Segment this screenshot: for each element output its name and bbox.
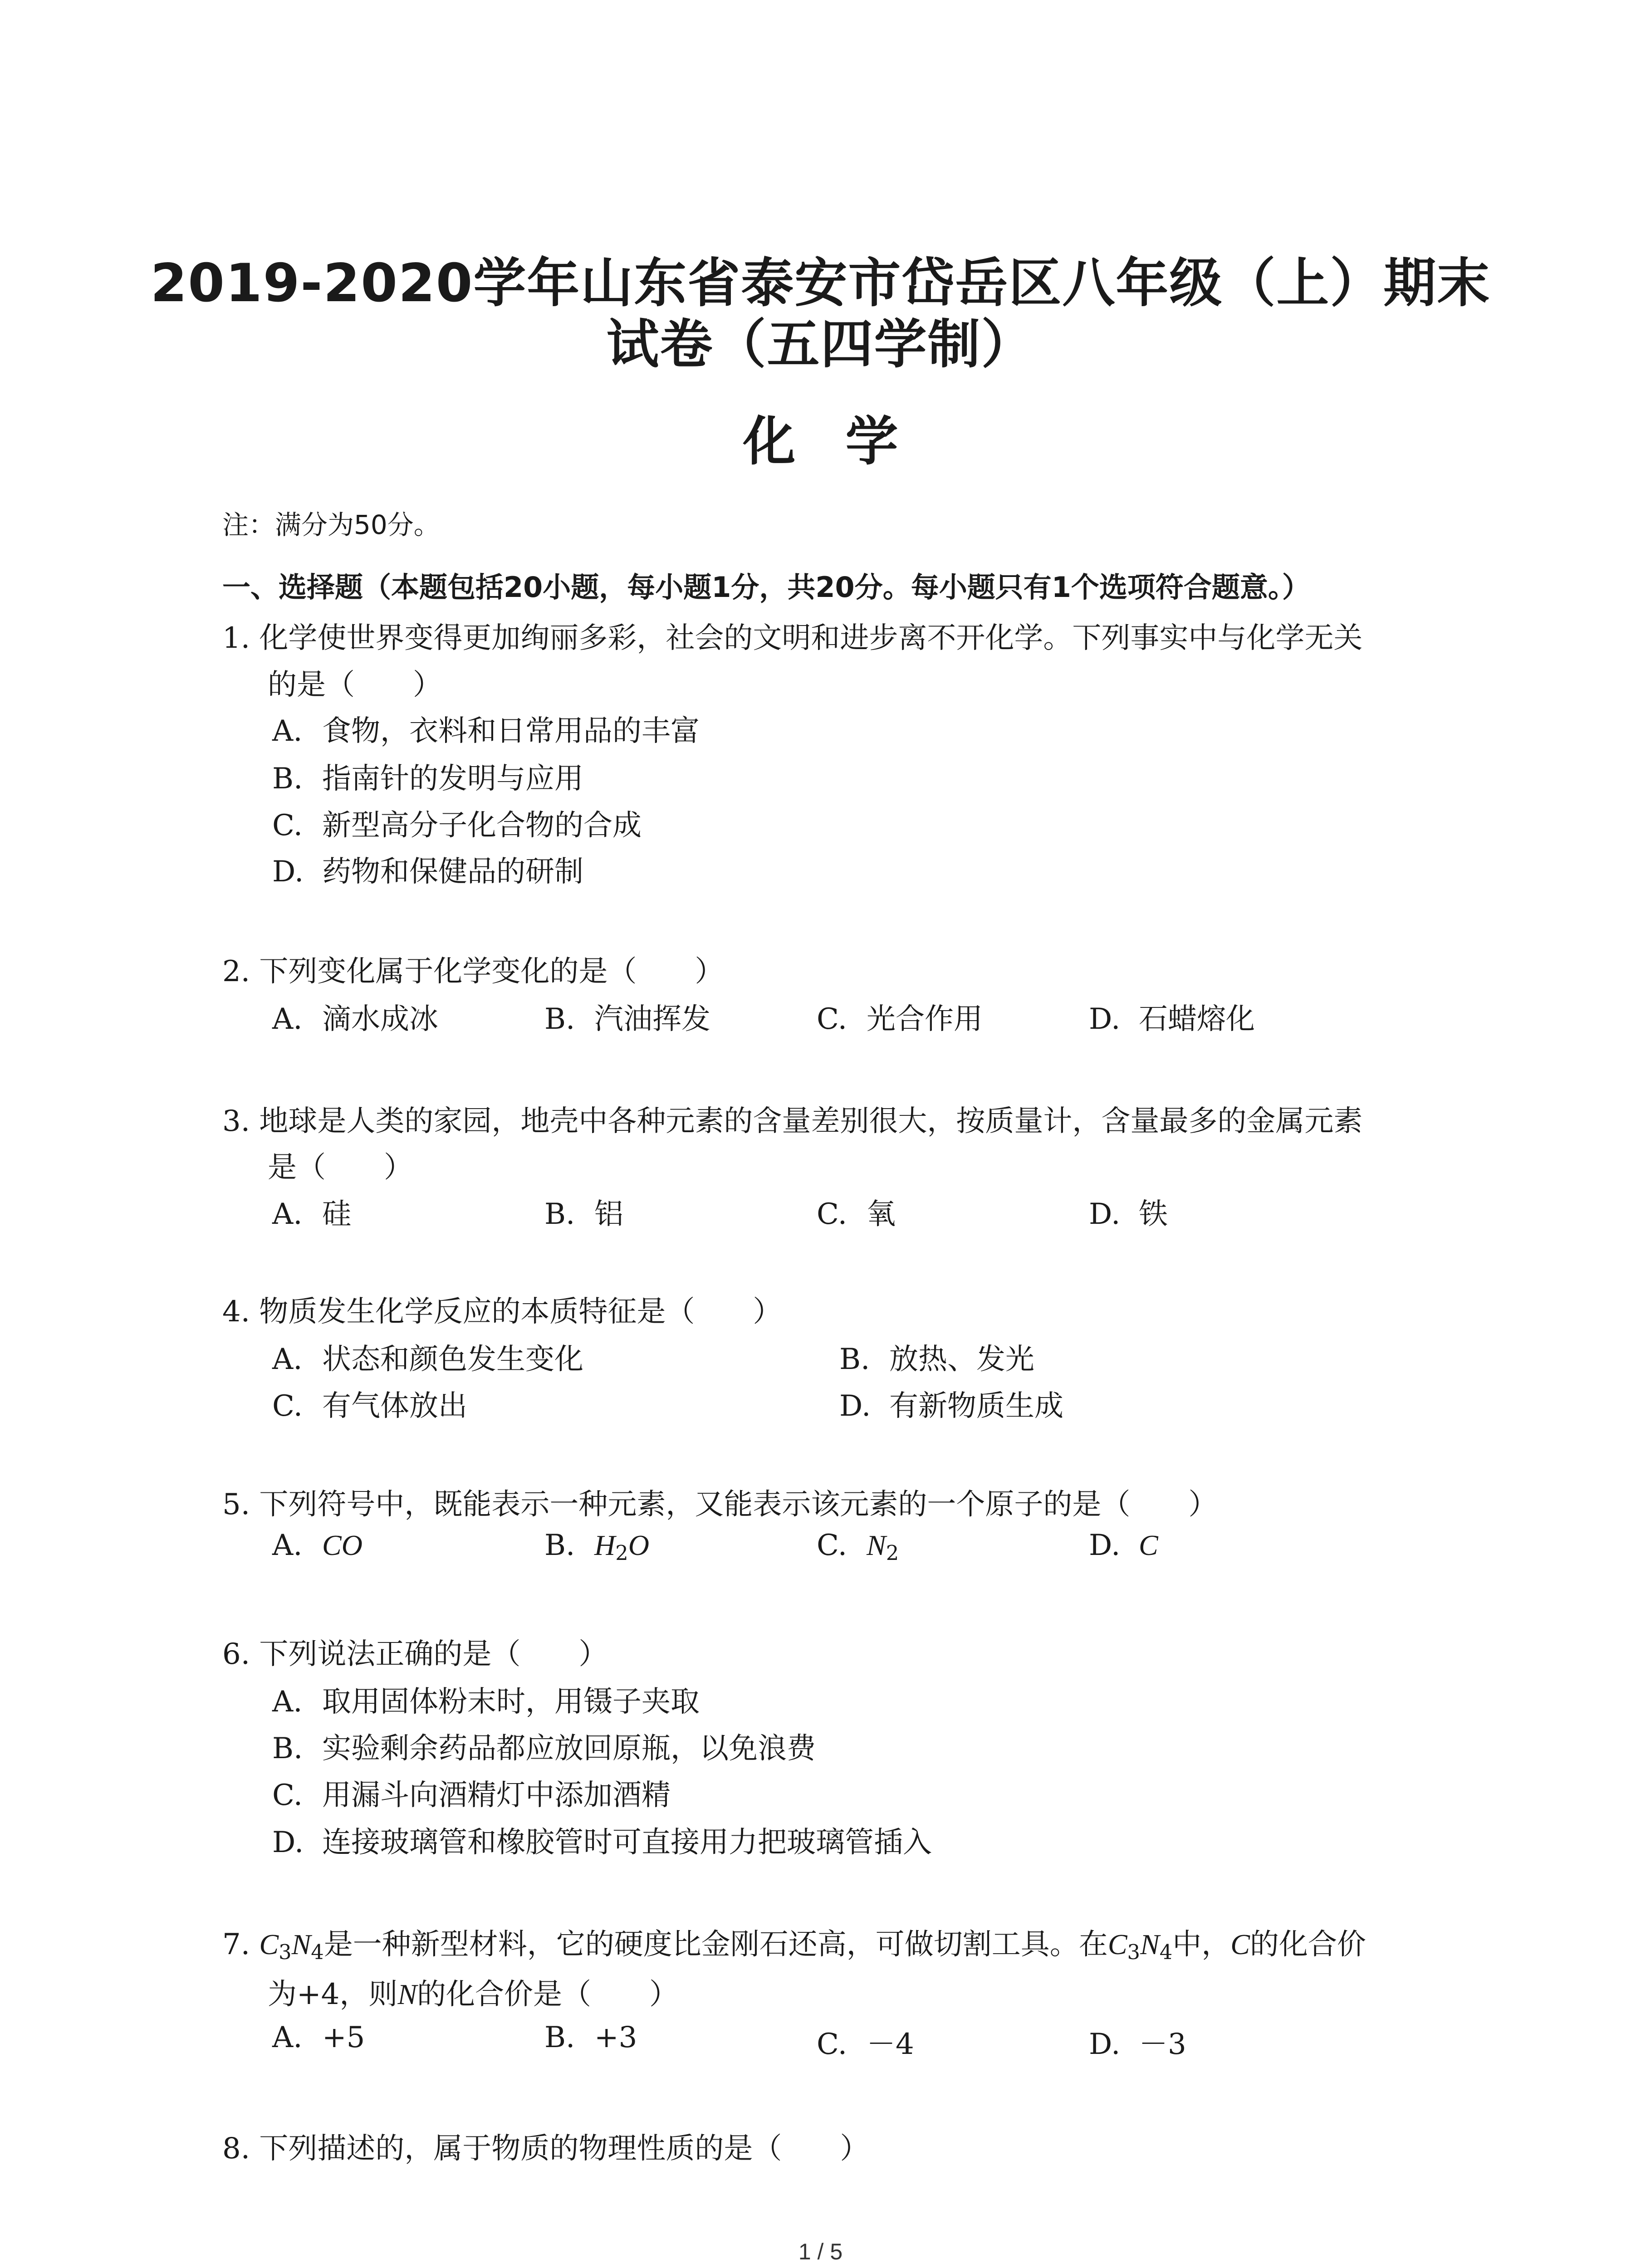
question-4-option-c: C. 有气体放出 [272, 1389, 467, 1423]
question-7-option-d: D. －3 [1089, 2028, 1186, 2061]
question-4-option-d: D. 有新物质生成 [839, 1389, 1063, 1423]
question-1-stem: 1. 化学使世界变得更加绚丽多彩，社会的文明和进步离不开化学。下列事实中与化学无关 [222, 621, 1363, 655]
question-3-stem: 3. 地球是人类的家园，地壳中各种元素的含量差别很大，按质量计，含量最多的金属元素 [222, 1105, 1363, 1138]
question-3-stem-cont: 是（ ） [268, 1151, 413, 1184]
question-7-option-a: A. +5 [272, 2021, 365, 2054]
question-4-stem: 4. 物质发生化学反应的本质特征是（ ） [222, 1295, 782, 1329]
subject-title: 化学 [743, 411, 948, 472]
question-1-option-c: C. 新型高分子化合物的合成 [272, 809, 642, 842]
question-6-option-b: B. 实验剩余药品都应放回原瓶，以免浪费 [272, 1732, 816, 1765]
question-8-stem: 8. 下列描述的，属于物质的物理性质的是（ ） [222, 2132, 869, 2165]
question-2-stem: 2. 下列变化属于化学变化的是（ ） [222, 955, 724, 988]
question-2-option-c: C. 光合作用 [817, 1002, 983, 1036]
question-1-stem-cont: 的是（ ） [268, 668, 442, 702]
question-7-option-b: B. +3 [544, 2021, 637, 2054]
question-2-option-d: D. 石蜡熔化 [1089, 1002, 1255, 1036]
question-7-option-c: C. －4 [817, 2028, 914, 2061]
question-1-option-a: A. 食物，衣料和日常用品的丰富 [272, 714, 700, 748]
question-4-option-a: A. 状态和颜色发生变化 [272, 1343, 583, 1376]
question-2-option-b: B. 汽油挥发 [544, 1002, 710, 1036]
question-6-option-d: D. 连接玻璃管和橡胶管时可直接用力把玻璃管插入 [272, 1826, 932, 1859]
question-5-stem: 5. 下列符号中，既能表示一种元素，又能表示该元素的一个原子的是（ ） [222, 1488, 1218, 1521]
question-4-option-b: B. 放热、发光 [839, 1343, 1034, 1376]
question-1-option-d: D. 药物和保健品的研制 [272, 855, 583, 889]
question-3-option-d: D. 铁 [1089, 1198, 1168, 1231]
question-3-option-b: B. 铝 [544, 1198, 623, 1231]
question-7-stem-cont: 为+4，则N的化合价是（ ） [268, 1978, 679, 2011]
page-number: 1 / 5 [798, 2239, 843, 2264]
score-note: 注：满分为50分。 [222, 509, 440, 540]
question-5-option-b: B. $H_2O$ [544, 1529, 649, 1565]
exam-title-line1: 2019-2020学年山东省泰安市岱岳区八年级（上）期末 [150, 253, 1491, 314]
question-6-stem: 6. 下列说法正确的是（ ） [222, 1637, 608, 1671]
exam-title-line2: 试卷（五四学制） [606, 314, 1035, 375]
question-5-option-c: C. $N_2$ [817, 1529, 899, 1565]
question-2-option-a: A. 滴水成冰 [272, 1002, 438, 1036]
question-3-option-a: A. 硅 [272, 1198, 351, 1231]
question-6-option-a: A. 取用固体粉末时，用镊子夹取 [272, 1685, 700, 1719]
question-5-option-d: D. C [1089, 1529, 1158, 1562]
section-heading-choice: 一、选择题（本题包括20小题，每小题1分，共20分。每小题只有1个选项符合题意。） [222, 571, 1310, 604]
question-5-option-a: A. CO [272, 1529, 362, 1562]
question-6-option-c: C. 用漏斗向酒精灯中添加酒精 [272, 1779, 671, 1812]
question-1-option-b: B. 指南针的发明与应用 [272, 762, 583, 796]
question-3-option-c: C. 氧 [817, 1198, 896, 1231]
question-7-stem: 7. $C_3N_4$是一种新型材料，它的硬度比金刚石还高，可做切割工具。在$C_3N_4$中，C的化合价 [222, 1928, 1366, 1965]
